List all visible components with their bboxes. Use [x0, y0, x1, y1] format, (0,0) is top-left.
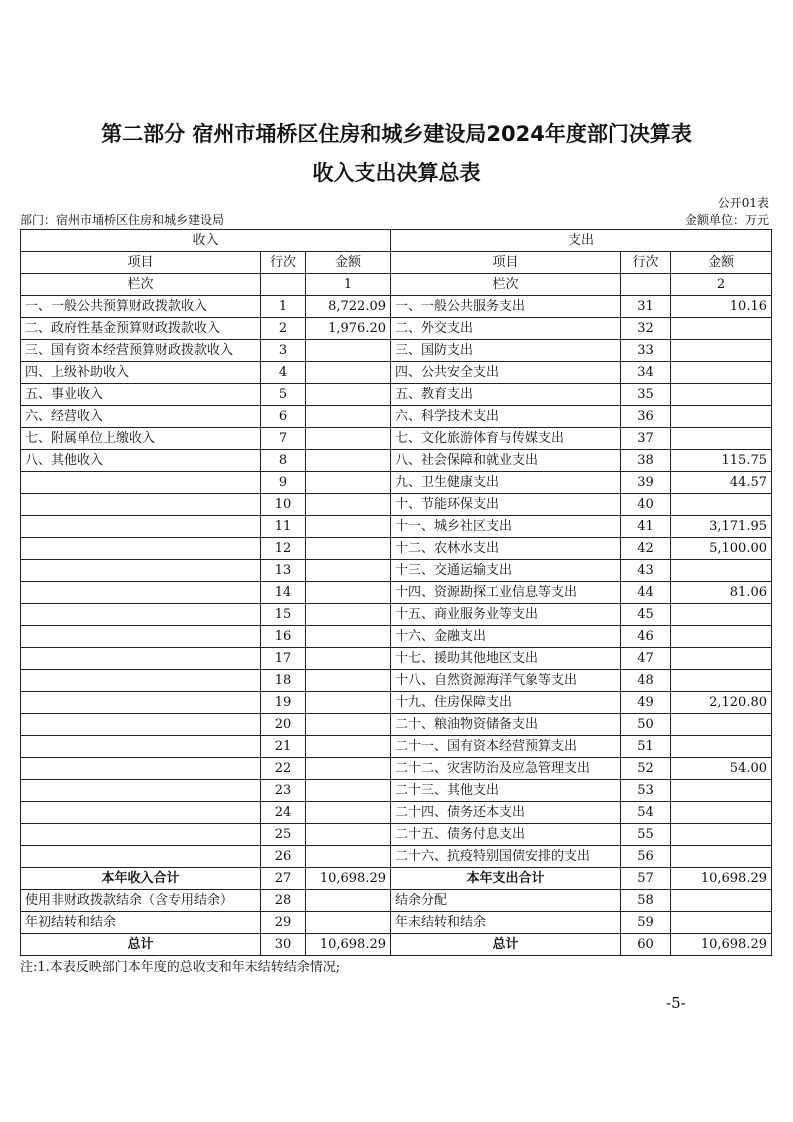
page-number: -5-	[666, 994, 686, 1012]
col-index-label: 栏次	[21, 274, 261, 296]
table-row	[21, 692, 772, 714]
expense-item: 二十三、其他支出	[391, 780, 621, 802]
expense-line: 53	[621, 780, 671, 802]
table-row	[21, 736, 772, 758]
income-amount	[306, 560, 391, 582]
expense-line: 56	[621, 846, 671, 868]
expense-item: 二、外交支出	[391, 318, 621, 340]
income-item	[21, 758, 261, 780]
income-item	[21, 560, 261, 582]
expense-amount	[671, 714, 772, 736]
table-row	[21, 472, 772, 494]
expense-amount	[671, 428, 772, 450]
table-row	[21, 340, 772, 362]
income-line: 25	[261, 824, 306, 846]
expense-item: 三、国防支出	[391, 340, 621, 362]
expense-line: 58	[621, 890, 671, 912]
income-amount: 8,722.09	[306, 296, 391, 318]
empty-cell	[261, 274, 306, 296]
col-amount: 金额	[306, 252, 391, 274]
expense-line: 40	[621, 494, 671, 516]
expense-amount	[671, 780, 772, 802]
income-item	[21, 582, 261, 604]
expense-item: 十五、商业服务业等支出	[391, 604, 621, 626]
expense-item: 四、公共安全支出	[391, 362, 621, 384]
expense-item: 二十二、灾害防治及应急管理支出	[391, 758, 621, 780]
expense-amount	[671, 846, 772, 868]
income-item	[21, 802, 261, 824]
income-item	[21, 648, 261, 670]
expense-line: 60	[621, 934, 671, 956]
income-item: 二、政府性基金预算财政拨款收入	[21, 318, 261, 340]
expense-amount: 54.00	[671, 758, 772, 780]
income-item	[21, 824, 261, 846]
expense-amount	[671, 824, 772, 846]
income-item	[21, 670, 261, 692]
expense-item: 年末结转和结余	[391, 912, 621, 934]
income-line: 7	[261, 428, 306, 450]
expense-item: 二十五、债务付息支出	[391, 824, 621, 846]
col-index: 1	[306, 274, 391, 296]
income-item: 六、经营收入	[21, 406, 261, 428]
table-row	[21, 626, 772, 648]
income-amount	[306, 450, 391, 472]
unit-label: 金额单位：万元	[684, 213, 769, 227]
expense-line: 37	[621, 428, 671, 450]
table-row	[21, 428, 772, 450]
income-line: 11	[261, 516, 306, 538]
expense-amount	[671, 648, 772, 670]
income-item: 使用非财政拨款结余（含专用结余）	[21, 890, 261, 912]
income-item	[21, 538, 261, 560]
table-row	[21, 758, 772, 780]
income-item	[21, 846, 261, 868]
income-amount	[306, 582, 391, 604]
expense-line: 32	[621, 318, 671, 340]
department-label: 部门：宿州市埇桥区住房和城乡建设局	[20, 213, 225, 227]
expense-item: 本年支出合计	[391, 868, 621, 890]
document-title: 第二部分 宿州市埇桥区住房和城乡建设局2024年度部门决算表	[101, 122, 692, 146]
table-row	[21, 714, 772, 736]
expense-amount	[671, 318, 772, 340]
income-amount	[306, 670, 391, 692]
column-index-row	[21, 274, 772, 296]
income-item	[21, 472, 261, 494]
income-expense-table	[20, 229, 772, 956]
income-item: 总计	[21, 934, 261, 956]
income-amount	[306, 648, 391, 670]
income-line: 4	[261, 362, 306, 384]
income-line: 24	[261, 802, 306, 824]
income-line: 30	[261, 934, 306, 956]
expense-line: 49	[621, 692, 671, 714]
section-header-row	[21, 230, 772, 252]
income-amount	[306, 758, 391, 780]
table-row	[21, 362, 772, 384]
expense-item: 结余分配	[391, 890, 621, 912]
table-row	[21, 516, 772, 538]
table-row	[21, 296, 772, 318]
income-line: 27	[261, 868, 306, 890]
expense-line: 42	[621, 538, 671, 560]
col-line: 行次	[261, 252, 306, 274]
income-amount: 10,698.29	[306, 868, 391, 890]
expense-amount: 10,698.29	[671, 868, 772, 890]
expense-amount	[671, 802, 772, 824]
income-line: 17	[261, 648, 306, 670]
table-row	[21, 802, 772, 824]
expense-item: 二十一、国有资本经营预算支出	[391, 736, 621, 758]
expense-line: 43	[621, 560, 671, 582]
expense-amount	[671, 560, 772, 582]
expense-item: 二十、粮油物资储备支出	[391, 714, 621, 736]
table-row	[21, 912, 772, 934]
income-item	[21, 516, 261, 538]
income-line: 23	[261, 780, 306, 802]
expense-amount	[671, 626, 772, 648]
expense-line: 35	[621, 384, 671, 406]
expense-amount	[671, 736, 772, 758]
income-line: 26	[261, 846, 306, 868]
income-line: 28	[261, 890, 306, 912]
expense-line: 38	[621, 450, 671, 472]
table-row	[21, 604, 772, 626]
table-row	[21, 648, 772, 670]
footnote: 注:1.本表反映部门本年度的总收支和年末结转结余情况;	[20, 960, 341, 975]
income-line: 6	[261, 406, 306, 428]
table-row	[21, 582, 772, 604]
expense-header: 支出	[391, 230, 772, 252]
income-amount	[306, 714, 391, 736]
table-row	[21, 670, 772, 692]
income-item	[21, 604, 261, 626]
income-item: 四、上级补助收入	[21, 362, 261, 384]
income-amount	[306, 494, 391, 516]
income-header: 收入	[21, 230, 391, 252]
expense-line: 33	[621, 340, 671, 362]
expense-amount	[671, 912, 772, 934]
expense-amount: 10,698.29	[671, 934, 772, 956]
table-number: 公开01表	[717, 196, 769, 210]
expense-line: 51	[621, 736, 671, 758]
expense-line: 48	[621, 670, 671, 692]
income-item: 五、事业收入	[21, 384, 261, 406]
expense-line: 47	[621, 648, 671, 670]
expense-amount	[671, 362, 772, 384]
income-amount	[306, 736, 391, 758]
col-index-label: 栏次	[391, 274, 621, 296]
expense-item: 十三、交通运输支出	[391, 560, 621, 582]
income-item	[21, 736, 261, 758]
income-amount	[306, 472, 391, 494]
expense-item: 总计	[391, 934, 621, 956]
income-amount	[306, 428, 391, 450]
income-amount: 1,976.20	[306, 318, 391, 340]
expense-line: 55	[621, 824, 671, 846]
table-row	[21, 934, 772, 956]
expense-amount: 115.75	[671, 450, 772, 472]
income-line: 1	[261, 296, 306, 318]
table-row	[21, 780, 772, 802]
income-item: 一、一般公共预算财政拨款收入	[21, 296, 261, 318]
expense-item: 十七、援助其他地区支出	[391, 648, 621, 670]
income-line: 18	[261, 670, 306, 692]
income-line: 19	[261, 692, 306, 714]
income-item	[21, 692, 261, 714]
table-row	[21, 406, 772, 428]
expense-item: 六、科学技术支出	[391, 406, 621, 428]
expense-line: 57	[621, 868, 671, 890]
expense-line: 39	[621, 472, 671, 494]
table-row	[21, 560, 772, 582]
income-amount	[306, 362, 391, 384]
expense-item: 十六、金融支出	[391, 626, 621, 648]
income-line: 15	[261, 604, 306, 626]
expense-amount	[671, 670, 772, 692]
income-line: 3	[261, 340, 306, 362]
income-line: 20	[261, 714, 306, 736]
expense-amount: 2,120.80	[671, 692, 772, 714]
table-row	[21, 318, 772, 340]
expense-item: 十、节能环保支出	[391, 494, 621, 516]
table-row	[21, 824, 772, 846]
expense-amount: 10.16	[671, 296, 772, 318]
income-item	[21, 494, 261, 516]
col-index: 2	[671, 274, 772, 296]
expense-line: 34	[621, 362, 671, 384]
expense-amount: 3,171.95	[671, 516, 772, 538]
col-line: 行次	[621, 252, 671, 274]
table-row	[21, 494, 772, 516]
expense-line: 31	[621, 296, 671, 318]
income-amount	[306, 692, 391, 714]
expense-line: 44	[621, 582, 671, 604]
income-amount	[306, 846, 391, 868]
income-amount	[306, 802, 391, 824]
table-row	[21, 846, 772, 868]
income-line: 21	[261, 736, 306, 758]
table-row	[21, 384, 772, 406]
expense-item: 十二、农林水支出	[391, 538, 621, 560]
expense-item: 十九、住房保障支出	[391, 692, 621, 714]
income-amount	[306, 516, 391, 538]
expense-item: 二十六、抗疫特别国债安排的支出	[391, 846, 621, 868]
income-line: 2	[261, 318, 306, 340]
income-amount	[306, 780, 391, 802]
expense-item: 十一、城乡社区支出	[391, 516, 621, 538]
table-row	[21, 450, 772, 472]
income-item: 七、附属单位上缴收入	[21, 428, 261, 450]
income-line: 22	[261, 758, 306, 780]
income-amount	[306, 824, 391, 846]
expense-amount	[671, 384, 772, 406]
income-item: 年初结转和结余	[21, 912, 261, 934]
income-item	[21, 714, 261, 736]
expense-item: 八、社会保障和就业支出	[391, 450, 621, 472]
income-item	[21, 780, 261, 802]
col-item: 项目	[21, 252, 261, 274]
expense-item: 九、卫生健康支出	[391, 472, 621, 494]
expense-amount	[671, 604, 772, 626]
expense-line: 52	[621, 758, 671, 780]
col-item: 项目	[391, 252, 621, 274]
expense-item: 五、教育支出	[391, 384, 621, 406]
expense-line: 45	[621, 604, 671, 626]
income-line: 5	[261, 384, 306, 406]
income-amount: 10,698.29	[306, 934, 391, 956]
income-amount	[306, 384, 391, 406]
income-item: 本年收入合计	[21, 868, 261, 890]
expense-item: 一、一般公共服务支出	[391, 296, 621, 318]
income-amount	[306, 604, 391, 626]
expense-amount	[671, 340, 772, 362]
income-item	[21, 626, 261, 648]
expense-line: 59	[621, 912, 671, 934]
table-row	[21, 868, 772, 890]
income-amount	[306, 340, 391, 362]
expense-line: 50	[621, 714, 671, 736]
income-amount	[306, 626, 391, 648]
income-amount	[306, 538, 391, 560]
col-amount: 金额	[671, 252, 772, 274]
income-line: 29	[261, 912, 306, 934]
expense-line: 46	[621, 626, 671, 648]
empty-cell	[621, 274, 671, 296]
income-line: 16	[261, 626, 306, 648]
table-row	[21, 538, 772, 560]
expense-amount	[671, 494, 772, 516]
income-amount	[306, 890, 391, 912]
income-line: 14	[261, 582, 306, 604]
income-item: 三、国有资本经营预算财政拨款收入	[21, 340, 261, 362]
expense-line: 54	[621, 802, 671, 824]
income-line: 12	[261, 538, 306, 560]
table-row	[21, 890, 772, 912]
column-header-row	[21, 252, 772, 274]
expense-item: 十八、自然资源海洋气象等支出	[391, 670, 621, 692]
income-line: 13	[261, 560, 306, 582]
expense-amount: 5,100.00	[671, 538, 772, 560]
expense-item: 七、文化旅游体育与传媒支出	[391, 428, 621, 450]
income-line: 9	[261, 472, 306, 494]
expense-amount	[671, 406, 772, 428]
expense-line: 36	[621, 406, 671, 428]
expense-amount: 81.06	[671, 582, 772, 604]
income-amount	[306, 912, 391, 934]
expense-item: 十四、资源勘探工业信息等支出	[391, 582, 621, 604]
income-line: 10	[261, 494, 306, 516]
expense-line: 41	[621, 516, 671, 538]
expense-amount: 44.57	[671, 472, 772, 494]
income-amount	[306, 406, 391, 428]
expense-amount	[671, 890, 772, 912]
income-item: 八、其他收入	[21, 450, 261, 472]
expense-item: 二十四、债务还本支出	[391, 802, 621, 824]
income-line: 8	[261, 450, 306, 472]
table-title: 收入支出决算总表	[312, 161, 481, 185]
